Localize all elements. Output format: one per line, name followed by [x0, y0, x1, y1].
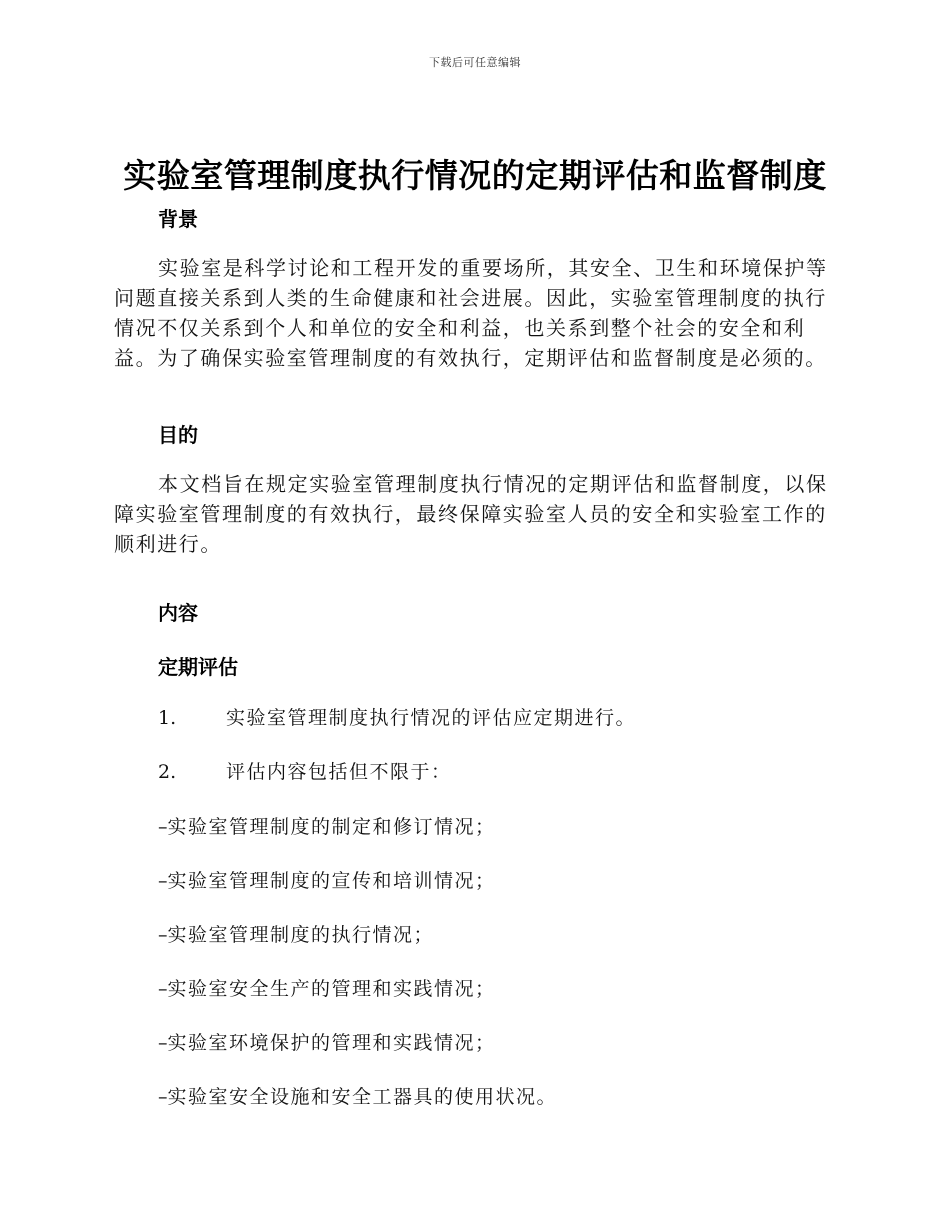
- list-item-number: 2.: [158, 761, 177, 783]
- section-heading-periodic-eval: 定期评估: [158, 655, 238, 679]
- list-item-text: 评估内容包括但不限于：: [226, 761, 452, 783]
- document-title: 实验室管理制度执行情况的定期评估和监督制度: [123, 156, 827, 195]
- bullet-text: 实验室安全设施和安全工器具的使用状况。: [167, 1086, 558, 1108]
- bullet-item: [158, 1082, 557, 1109]
- dash-bullet: –: [158, 978, 168, 1000]
- bullet-text: 实验室安全生产的管理和实践情况；: [167, 978, 496, 1000]
- section-heading-background: 背景: [158, 207, 198, 231]
- dash-bullet: –: [158, 1032, 168, 1054]
- list-item: [158, 703, 636, 730]
- section-heading-purpose: 目的: [158, 423, 198, 447]
- list-item: [158, 757, 452, 784]
- list-item-number: 1.: [158, 707, 177, 729]
- dash-bullet: –: [158, 870, 168, 892]
- bullet-item: [158, 812, 496, 839]
- bullet-text: 实验室管理制度的宣传和培训情况；: [167, 870, 496, 892]
- bullet-text: 实验室管理制度的执行情况；: [167, 924, 435, 946]
- paragraph-purpose: 本文档旨在规定实验室管理制度执行情况的定期评估和监督制度，以保障实验室管理制度的有效执行，最终保障实验室人员的安全和实验室工作的顺利进行。: [114, 472, 828, 556]
- dash-bullet: –: [158, 816, 168, 838]
- list-item-text: 实验室管理制度执行情况的评估应定期进行。: [226, 707, 637, 729]
- bullet-item: [158, 974, 496, 1001]
- dash-bullet: –: [158, 924, 168, 946]
- section-heading-content: 内容: [158, 601, 198, 625]
- paragraph-background: 实验室是科学讨论和工程开发的重要场所，其安全、卫生和环境保护等问题直接关系到人类的生命健康和社会进展。因此，实验室管理制度的执行情况不仅关系到个人和单位的安全和利益，也关系到整个社会的安全和利益。为了确保实验室管理制度的有效执行，定期评估和监督制度是必须的。: [114, 256, 828, 370]
- bullet-text: 实验室环境保护的管理和实践情况；: [167, 1032, 496, 1054]
- bullet-text: 实验室管理制度的制定和修订情况；: [167, 816, 496, 838]
- dash-bullet: –: [158, 1086, 168, 1108]
- bullet-item: [158, 866, 496, 893]
- bullet-item: [158, 920, 434, 947]
- bullet-item: [158, 1028, 496, 1055]
- header-note: 下载后可任意编辑: [429, 56, 521, 69]
